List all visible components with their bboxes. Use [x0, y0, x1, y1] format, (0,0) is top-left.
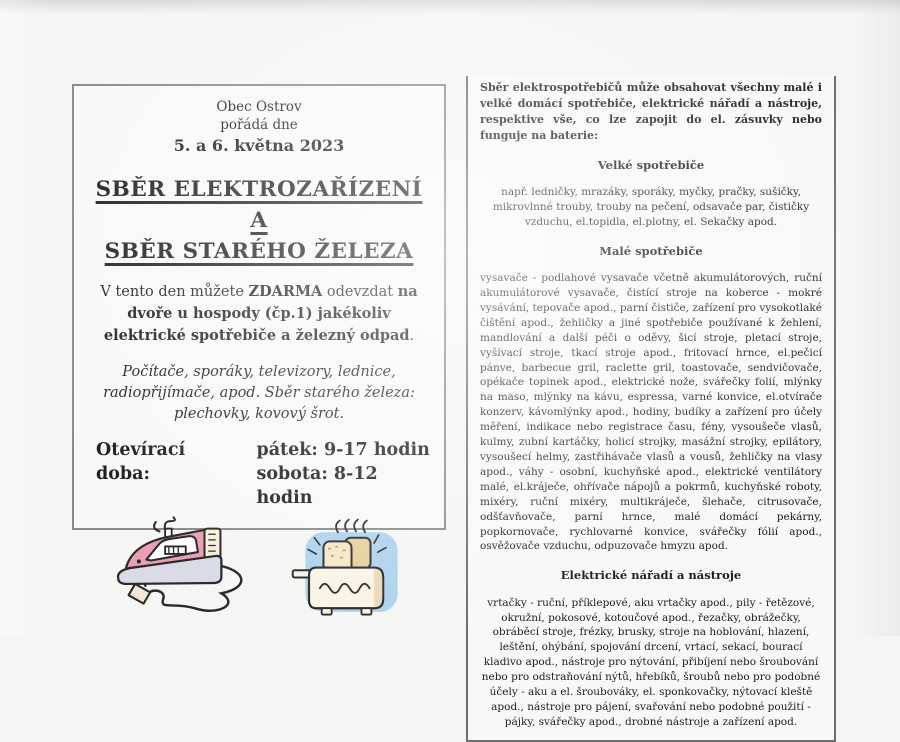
flyer-title-line1: SBĚR ELEKTROZAŘÍZENÍ A — [95, 176, 423, 233]
org-name: Obec Ostrov — [216, 99, 302, 115]
clipart-row — [84, 516, 434, 620]
opening-hours — [84, 439, 434, 510]
offer-text-3: . — [409, 328, 415, 345]
right-flyer-panel — [466, 76, 836, 742]
collection-intro: Sběr elektrospotřebičů může obsahovat všechny malé i velké domácí spotřebiče, elektrické nářadí a nástroje, respektive vše, co lze zapojit do el. zásuvky nebo funguje na baterie: — [480, 81, 822, 142]
section-text-large-appliances: např. ledničky, mrazáky, sporáky, myčky, pračky, sušičky, mikrovlnné trouby, trouby na pečení, odsavače par, čističky vzduchu, el.topidla, el.plotny, el. Sekačky apod. — [492, 186, 810, 228]
saturday-hours: sobota: 8-12 hodin — [256, 464, 378, 508]
offer-text-2: odevzdat — [322, 284, 398, 301]
org-subtitle: pořádá dne — [220, 117, 298, 134]
offer-paragraph — [98, 281, 420, 347]
offer-location-highlight: na dvoře u hospody (čp.1) jakékoliv elektrické spotřebiče a železný odpad — [103, 283, 418, 345]
flyer-title-line2: SBĚR STARÉHO ŽELEZA — [104, 239, 414, 265]
section-heading-large-appliances: Velké spotřebiče — [597, 157, 705, 172]
section-text-tools: vrtačky - ruční, příklepové, aku vrtačky apod., pily - řetězové, okružní, pokosové, kotoučové apod., řezačky, obrážečky, obráběcí stroje, frézky, brusky, stroje na hoblování, hlazení, leštění, ohýbání, spojování drcení, vrtací, sekací, bourací kladivo apod., nástroje pro nýtování, přibíjení nebo šroubování nebo pro odstraňování nýtů, hřebíků, šroubů nebo pro podobné účely - aku a el. šroubováky, el. sponkovačky, nýtovací kleště apod., nástroje pro pájení, svařování nebo podobné použití - pájky, svářečky apod., drobné nástroje a zařízení apod. — [481, 596, 821, 728]
toaster-image — [283, 516, 411, 620]
opening-hours-label: Otevírací doba: — [96, 440, 186, 485]
offer-free-highlight: ZDARMA — [248, 283, 323, 301]
section-heading-tools: Elektrické nářadí a nástroje — [560, 568, 742, 583]
flyer-title — [88, 174, 430, 268]
section-heading-small-appliances: Malé spotřebiče — [599, 243, 703, 258]
offer-text-1: V tento den můžete — [100, 284, 249, 301]
left-flyer-panel — [72, 84, 446, 530]
examples-paragraph: Počítače, sporáky, televizory, lednice, radiopřijímače, apod. Sběr starého železa: plechovky, kovový šrot. — [103, 364, 415, 423]
friday-hours: pátek: 9-17 hodin — [256, 440, 430, 461]
event-date: 5. a 6. května 2023 — [173, 136, 345, 156]
section-text-small-appliances: vysavače - podlahové vysavače včetně akumulátorových, ruční akumulátorové vysavače, čistící stroje na koberce - mokré vysávání, tepovače apod., parní čističe, zařízení pro vysokotlaké čištění apod., žehličky a jiné spotřebiče používané k žehlení, mandlování a další péči o oděvy, šicí stroje, pletací stroje, vyšívací stroje, tkací stroje apod., fritovací hrnce, el.pečicí pánve, barbecue gril, raclette gril, toastovače, sendvičovače, opékače topinek apod., elektrické nože, svářečky folií, mlýnky na maso, mlýnky na kávu, espressa, varné konvice, el.otvírače konzerv, kávomlýnky apod., hodiny, budíky a zařízení pro účely měření, indikace nebo registrace času, fény, vysoušeče vlasů, kulmy, zubní kartáčky, holicí strojky, masážní strojky, epilátory, vysoušecí helmy, zastřihávače vlasů a vousů, žehličky na vlasy apod., váhy - osobní, kuchyňské apod., elektrické ventilátory malé, el.kráječe, ohřívače nápojů a pokrmů, kuchyňské roboty, mixéry, ruční mixéry, multikráječe, šlehače, citrusovače, odšťavňovače, parní hrnce, malé domácí pekárny, popkornovače, rychlovarné konvice, svářečky fólií apod., osvěžovače vzduchu, odpuzovače hmyzu apod. — [480, 272, 822, 553]
iron-image — [107, 516, 257, 620]
opening-hours-times — [256, 439, 434, 510]
